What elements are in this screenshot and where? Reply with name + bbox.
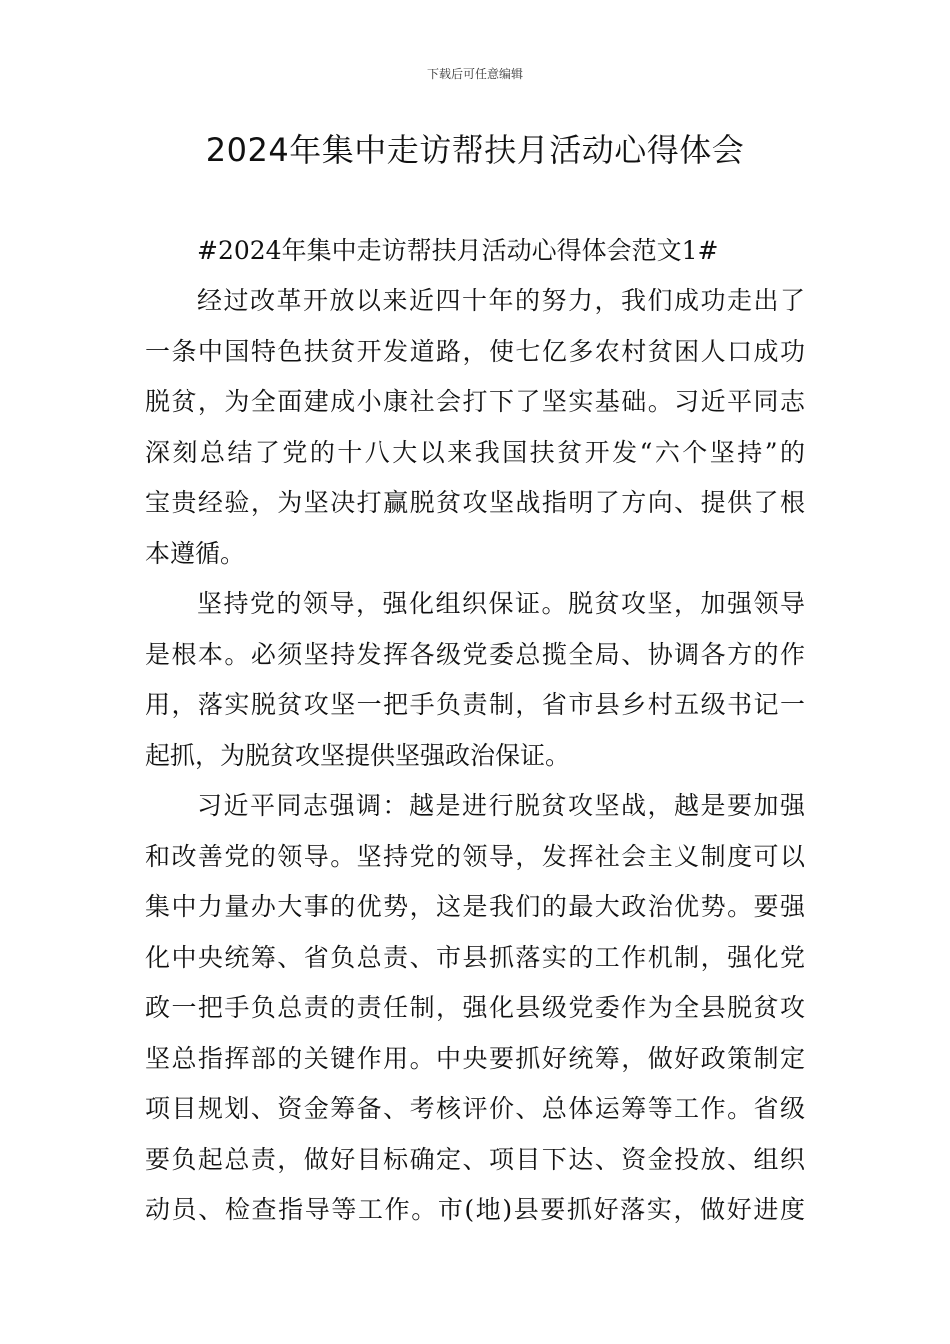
paragraph-2 xyxy=(145,579,805,781)
paragraph-line: 坚总指挥部的关键作用。中央要抓好统筹，做好政策制定 xyxy=(145,1043,805,1073)
paragraph-line: 化中央统筹、省负总责、市县抓落实的工作机制，强化党 xyxy=(145,942,805,972)
section-subheading: #2024年集中走访帮扶月活动心得体会范文1# xyxy=(197,236,719,265)
header-note: 下载后可任意编辑 xyxy=(426,67,523,81)
paragraph-line: 是根本。必须坚持发挥各级党委总揽全局、协调各方的作 xyxy=(145,639,805,669)
paragraph-line: 集中力量办大事的优势，这是我们的最大政治优势。要强 xyxy=(145,892,805,921)
paragraph-line: 政一把手负总责的责任制，强化县级党委作为全县脱贫攻 xyxy=(145,993,805,1022)
paragraph-line: 用，落实脱贫攻坚一把手负责制，省市县乡村五级书记一 xyxy=(145,690,805,719)
page-title: 2024年集中走访帮扶月活动心得体会 xyxy=(205,131,745,169)
paragraph-line: 坚持党的领导，强化组织保证。脱贫攻坚，加强领导 xyxy=(197,589,805,618)
paragraph-line: 深刻总结了党的十八大以来我国扶贫开发“六个坚持”的 xyxy=(145,437,805,467)
paragraph-line: 动员、检查指导等工作。市(地)县要抓好落实，做好进度 xyxy=(145,1195,805,1224)
paragraph-1 xyxy=(145,276,805,579)
paragraph-line: 项目规划、资金筹备、考核评价、总体运筹等工作。省级 xyxy=(145,1094,805,1123)
paragraph-line: 一条中国特色扶贫开发道路，使七亿多农村贫困人口成功 xyxy=(145,336,805,366)
paragraph-line: 习近平同志强调：越是进行脱贫攻坚战，越是要加强 xyxy=(197,791,805,820)
paragraph-line: 要负起总责，做好目标确定、项目下达、资金投放、组织 xyxy=(145,1144,805,1174)
paragraph-line: 和改善党的领导。坚持党的领导，发挥社会主义制度可以 xyxy=(145,841,805,871)
paragraph-line: 起抓，为脱贫攻坚提供坚强政治保证。 xyxy=(145,740,571,770)
paragraph-line: 脱贫，为全面建成小康社会打下了坚实基础。习近平同志 xyxy=(145,387,805,416)
paragraph-line: 经过改革开放以来近四十年的努力，我们成功走出了 xyxy=(197,286,805,315)
paragraph-3 xyxy=(145,781,805,1236)
document-body xyxy=(145,226,805,1236)
paragraph-line: 本遵循。 xyxy=(145,538,246,568)
paragraph-line: 宝贵经验，为坚决打赢脱贫攻坚战指明了方向、提供了根 xyxy=(145,488,805,517)
